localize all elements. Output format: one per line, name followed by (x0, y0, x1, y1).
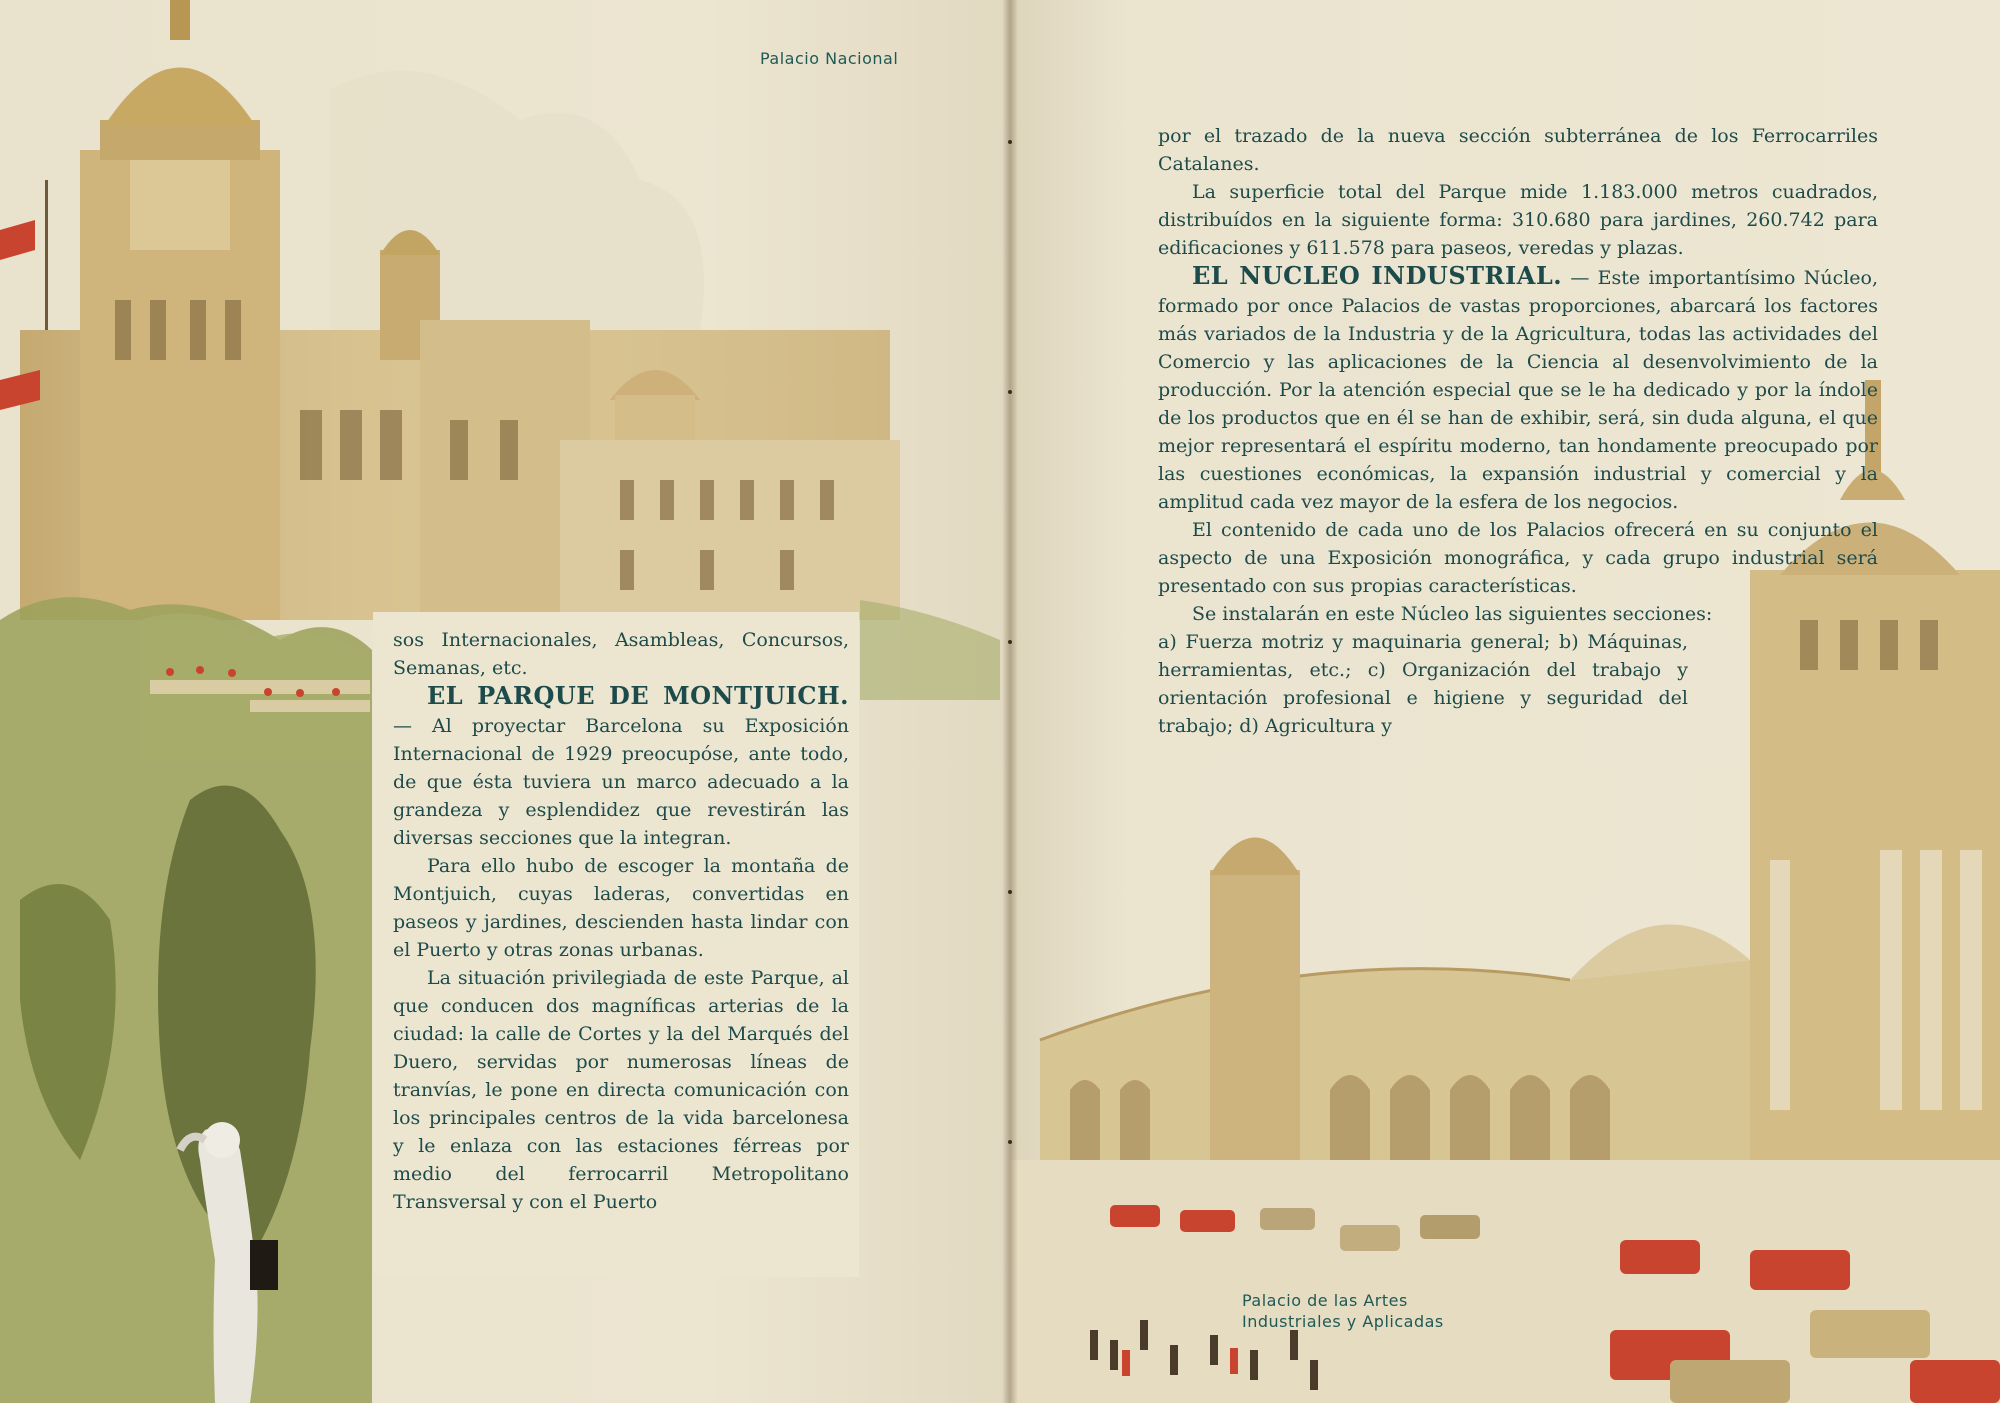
paragraph: El contenido de cada uno de los Palacios ofrecerá en su conjunto el aspecto de una Exposición monográfica, y cada grupo industrial será presentado con sus propias características. (1158, 519, 1878, 597)
paragraph-text: — Este importantísimo Núcleo, formado por once Palacios de vastas proporciones, abarcará los factores más variados de la Industria y de la Agricultura, todas las actividades del Comercio y las aplicaciones de la Ciencia al desenvolvimiento de la producción. Por la atención especial que se le ha dedicado y por la índole de los productos que en él se han de exhibir, será, sin duda alguna, el que mejor representará el espíritu moderno, tan hondamente preocupado por las cuestiones económicas, la expansión industrial y comercial y la amplitud cada vez mayor de la esfera de los negocios. (1158, 267, 1879, 513)
paragraph: Para ello hubo de escoger la montaña de Montjuich, cuyas laderas, convertidas en paseos y jardines, descienden hasta lindar con el Puerto y otras zonas urbanas. (393, 855, 849, 961)
caption-palacio-nacional: Palacio Nacional (760, 49, 899, 68)
paragraph (393, 682, 849, 852)
binding-stitch (1008, 1140, 1012, 1144)
binding-stitch (1008, 390, 1012, 394)
paragraph: La superficie total del Parque mide 1.183.000 metros cuadrados, distribuídos en la siguiente forma: 310.680 para jardines, 260.742 para edificaciones y 611.578 para paseos, veredas y plazas. (1158, 181, 1878, 259)
paragraph: por el trazado de la nueva sección subterránea de los Ferrocarriles Catalanes. (1158, 125, 1878, 175)
paragraph: La situación privilegiada de este Parque, al que conducen dos magníficas arterias de la ciudad: la calle de Cortes y la del Marqués del Duero, servidas por numerosas líneas de tranvías, le pone en directa comunicación con los principales centros de la vida barcelonesa y le enlaza con las estaciones férreas por medio del ferrocarril Metropolitano Transversal y con el Puerto (393, 967, 849, 1213)
paragraph: Se instalarán en este Núcleo las siguientes secciones: (1192, 603, 1713, 625)
paragraph (1158, 262, 1878, 516)
binding-stitch (1008, 890, 1012, 894)
binding-stitch (1008, 140, 1012, 144)
left-text-column (393, 626, 849, 1216)
section-heading-nucleo-industrial: EL NUCLEO INDUSTRIAL. (1192, 261, 1563, 290)
book-gutter (1002, 0, 1018, 1403)
section-heading-parque-montjuich: EL PARQUE DE MONTJUICH. (427, 681, 849, 710)
caption-palacio-artes-industriales: Palacio de las Artes Industriales y Aplicadas (1242, 1291, 1444, 1331)
paragraph: sos Internacionales, Asambleas, Concursos, Semanas, etc. (393, 629, 849, 679)
binding-stitch (1008, 640, 1012, 644)
paragraph: a) Fuerza motriz y maquinaria general; b) Máquinas, herramientas, etc.; c) Organización del trabajo y orientación profesional e higiene y seguridad del trabajo; d) Agricultura y (1158, 631, 1688, 737)
right-text-column (1158, 122, 1878, 740)
paragraph-text: — Al proyectar Barcelona su Exposición Internacional de 1929 preocupóse, ante todo, de que ésta tuviera un marco adecuado a la grandeza y esplendidez que revestirán las diversas secciones que la integran. (393, 715, 849, 849)
right-page (1010, 0, 2000, 1403)
